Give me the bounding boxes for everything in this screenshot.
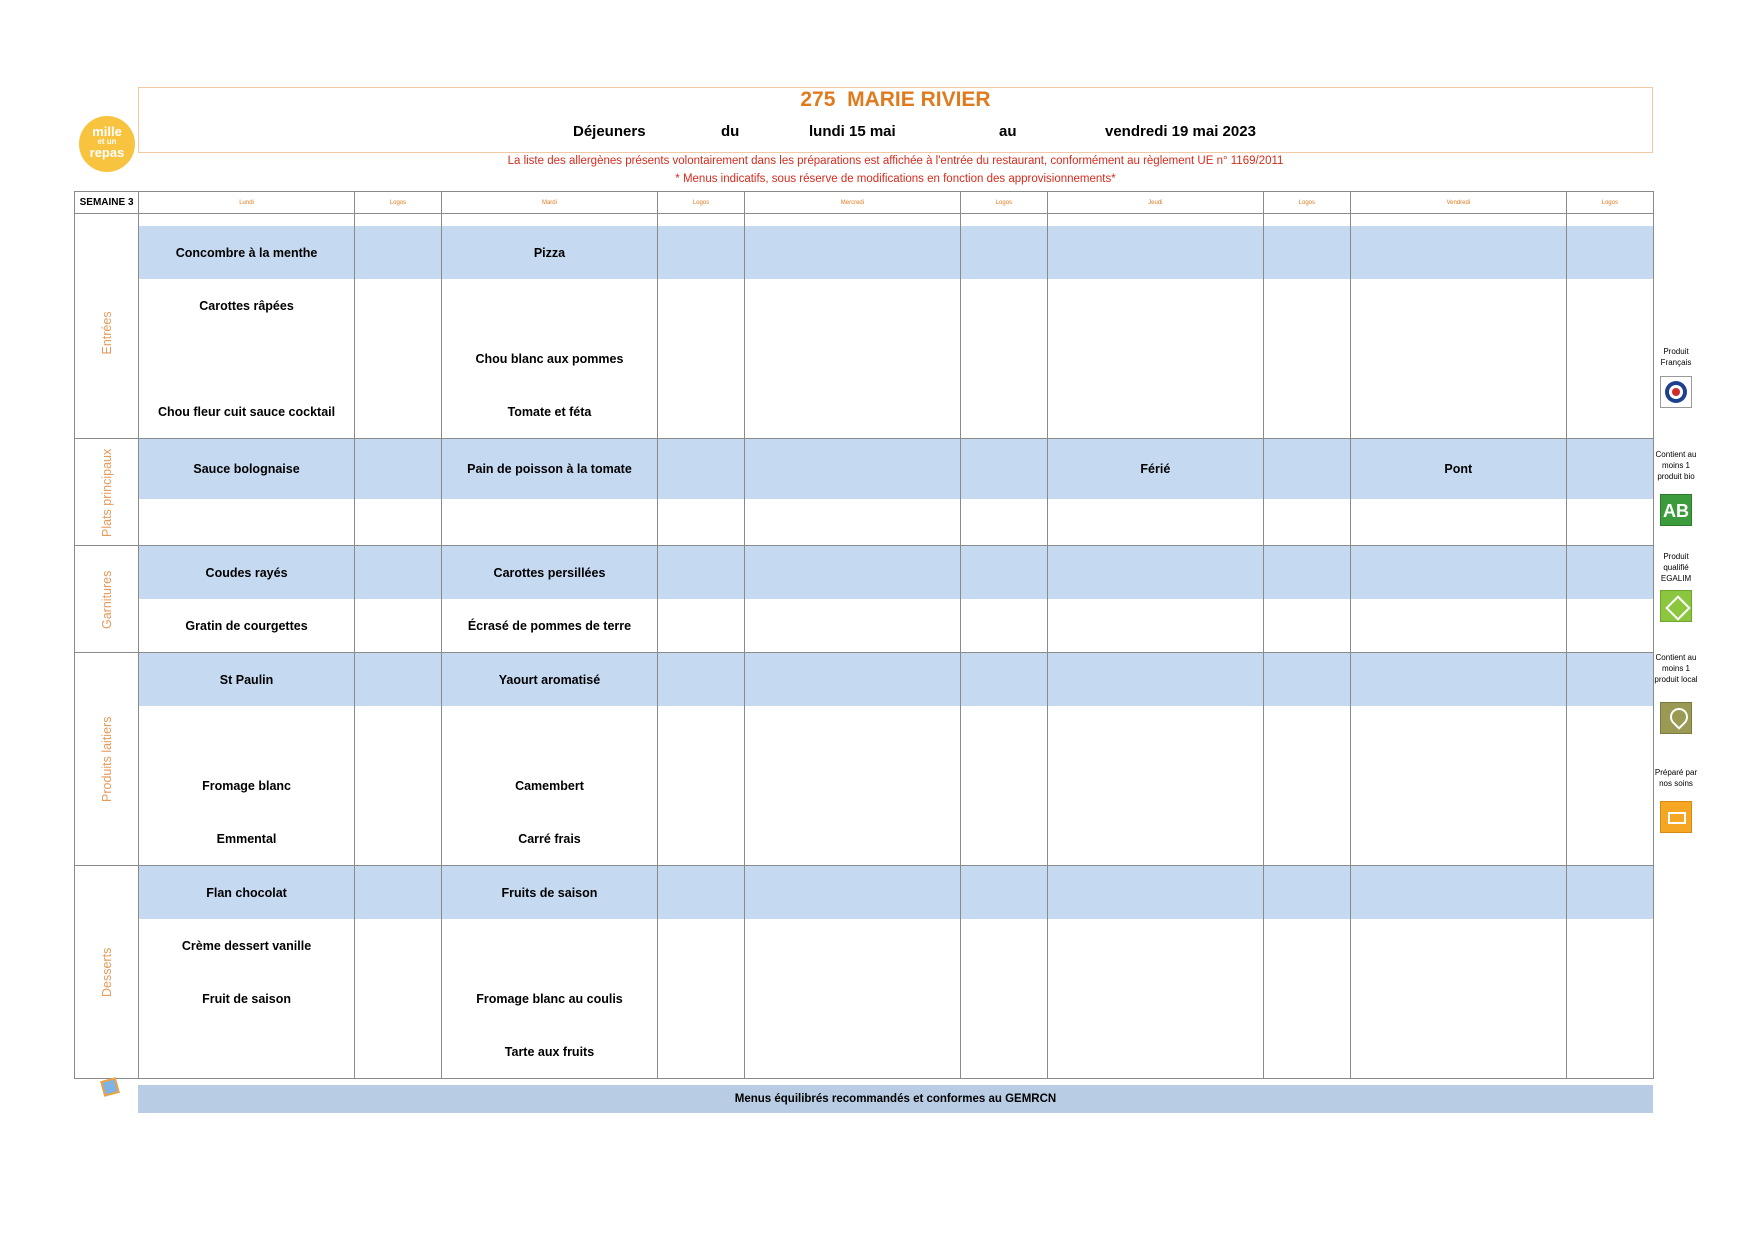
dish-cell: Pizza (442, 226, 658, 279)
logo-cell (354, 759, 441, 812)
dish-cell: Camembert (442, 759, 658, 812)
logo-cell (960, 546, 1047, 600)
dish-cell: Férié (1048, 439, 1264, 500)
category-label: Desserts (75, 866, 139, 1079)
logo-cell (960, 919, 1047, 972)
dish-cell: Flan chocolat (139, 866, 355, 920)
dish-cell (1048, 972, 1264, 1025)
dish-cell (745, 439, 961, 500)
dish-cell (1048, 812, 1264, 866)
dish-cell (139, 706, 355, 759)
dish-cell (1048, 546, 1264, 600)
dish-cell: Chou blanc aux pommes (442, 332, 658, 385)
dish-cell (1350, 546, 1566, 600)
from-date: lundi 15 mai (809, 123, 896, 140)
menu-row (75, 332, 1654, 385)
logos-header: Logos (1566, 192, 1653, 214)
logo-cell (1566, 439, 1653, 500)
logo-cell (657, 385, 744, 439)
logo-cell (960, 226, 1047, 279)
logo-cell (1263, 599, 1350, 653)
dish-cell (745, 653, 961, 707)
dish-cell (745, 546, 961, 600)
homemade-icon (1660, 801, 1692, 833)
logo-cell (657, 226, 744, 279)
logo-cell (1263, 226, 1350, 279)
logo-cell (657, 439, 744, 500)
spacer-cell (139, 214, 355, 227)
menu-row (75, 1025, 1654, 1079)
dish-cell: Tarte aux fruits (442, 1025, 658, 1079)
dish-cell: Emmental (139, 812, 355, 866)
dish-cell (1048, 332, 1264, 385)
spacer-cell (745, 214, 961, 227)
dish-cell (139, 1025, 355, 1079)
dish-cell: Sauce bolognaise (139, 439, 355, 500)
dish-cell (1048, 226, 1264, 279)
dish-cell (1350, 866, 1566, 920)
mille-et-un-repas-logo: mille et un repas (79, 116, 135, 172)
category-label: Garnitures (75, 546, 139, 653)
spacer-cell (442, 214, 658, 227)
logo-cell (1566, 599, 1653, 653)
header-row (75, 192, 1654, 214)
menu-row (75, 599, 1654, 653)
logo-cell (1566, 226, 1653, 279)
dish-cell (1350, 919, 1566, 972)
page-title: 275 MARIE RIVIER (800, 88, 991, 111)
logo-cell (960, 332, 1047, 385)
menu-row (75, 653, 1654, 707)
header-box (138, 87, 1653, 153)
logo-cell (1263, 279, 1350, 332)
allergen-notice: La liste des allergènes présents volontairement dans les préparations est affichée à l'entrée du restaurant, conformément au règlement UE n° 1169/2011 (507, 155, 1284, 167)
logo-cell (354, 226, 441, 279)
logo-cell (354, 546, 441, 600)
legend-label-egalim: Produit qualifié EGALIM (1660, 552, 1692, 583)
spacer-cell (657, 214, 744, 227)
dish-cell (1350, 759, 1566, 812)
legend-label-local: Contient au moins 1 produit local (1654, 653, 1698, 684)
logo-cell (657, 1025, 744, 1079)
logo-cell (960, 866, 1047, 920)
dish-cell (745, 919, 961, 972)
menu-row (75, 759, 1654, 812)
menu-row (75, 385, 1654, 439)
dish-cell (745, 226, 961, 279)
logo-cell (354, 599, 441, 653)
logo-cell (960, 812, 1047, 866)
logo-cell (657, 279, 744, 332)
dish-cell (1048, 706, 1264, 759)
logo-cell (1263, 812, 1350, 866)
logo-cell (960, 439, 1047, 500)
dish-cell: Pain de poisson à la tomate (442, 439, 658, 500)
logo-cell (1263, 919, 1350, 972)
to-word: au (999, 123, 1017, 140)
dish-cell: Carré frais (442, 812, 658, 866)
dish-cell (1350, 706, 1566, 759)
logos-header: Logos (1263, 192, 1350, 214)
logo-cell (960, 759, 1047, 812)
dish-cell: Fruits de saison (442, 866, 658, 920)
dish-cell (1048, 919, 1264, 972)
dish-cell (1048, 866, 1264, 920)
dish-cell: Concombre à la menthe (139, 226, 355, 279)
dish-cell (745, 1025, 961, 1079)
logo-cell (657, 866, 744, 920)
menu-row (75, 499, 1654, 546)
logo-cell (960, 1025, 1047, 1079)
spacer-cell (1263, 214, 1350, 227)
footer-banner: Menus équilibrés recommandés et conformes au GEMRCN (138, 1085, 1653, 1113)
dish-cell (1350, 972, 1566, 1025)
meal-label: Déjeuners (573, 123, 646, 140)
dish-cell: Fromage blanc au coulis (442, 972, 658, 1025)
dish-cell (1350, 1025, 1566, 1079)
spacer-cell (75, 214, 139, 227)
dish-cell (1048, 1025, 1264, 1079)
logo-cell (354, 866, 441, 920)
dish-cell (1350, 332, 1566, 385)
dish-cell (442, 919, 658, 972)
logo-cell (354, 279, 441, 332)
logo-cell (657, 972, 744, 1025)
spacer-cell (1350, 214, 1566, 227)
dish-cell (745, 279, 961, 332)
disclaimer-notice: * Menus indicatifs, sous réserve de modifications en fonction des approvisionnements* (675, 173, 1116, 185)
logo-cell (657, 499, 744, 546)
day-header: Vendredi (1350, 192, 1566, 214)
dish-cell (1350, 499, 1566, 546)
logo-cell (1566, 972, 1653, 1025)
logo-cell (1263, 385, 1350, 439)
dish-cell: Gratin de courgettes (139, 599, 355, 653)
dish-cell (745, 706, 961, 759)
dish-cell (745, 332, 961, 385)
menu-row (75, 972, 1654, 1025)
logo-cell (354, 499, 441, 546)
logo-cell (1566, 759, 1653, 812)
dish-cell (1048, 385, 1264, 439)
logo-cell (657, 759, 744, 812)
logo-cell (657, 653, 744, 707)
day-header: Mercredi (745, 192, 961, 214)
logo-cell (960, 706, 1047, 759)
dish-cell (1048, 653, 1264, 707)
logo-cell (1263, 759, 1350, 812)
dish-cell (1350, 385, 1566, 439)
logo-cell (1263, 653, 1350, 707)
dish-cell: Chou fleur cuit sauce cocktail (139, 385, 355, 439)
logo-cell (1566, 653, 1653, 707)
logo-cell (657, 812, 744, 866)
dish-cell: Carottes râpées (139, 279, 355, 332)
logo-cell (1263, 706, 1350, 759)
logo-cell (1566, 812, 1653, 866)
logo-cell (657, 599, 744, 653)
logo-cell (1566, 1025, 1653, 1079)
logos-header: Logos (960, 192, 1047, 214)
dish-cell: Fruit de saison (139, 972, 355, 1025)
logo-cell (657, 706, 744, 759)
category-label: Plats principaux (75, 439, 139, 546)
menu-row (75, 226, 1654, 279)
dish-cell (139, 332, 355, 385)
logo-cell (1566, 499, 1653, 546)
dish-cell: Fromage blanc (139, 759, 355, 812)
day-header: Jeudi (1048, 192, 1264, 214)
dish-cell (1350, 812, 1566, 866)
logos-header: Logos (657, 192, 744, 214)
logo-cell (1566, 385, 1653, 439)
dish-cell (745, 599, 961, 653)
logo-cell (1566, 866, 1653, 920)
dish-cell (442, 279, 658, 332)
logo-cell (354, 439, 441, 500)
logo-cell (657, 919, 744, 972)
spacer-cell (1048, 214, 1264, 227)
week-label: SEMAINE 3 (75, 192, 139, 214)
dish-cell (745, 972, 961, 1025)
from-word: du (721, 123, 740, 140)
dish-cell (745, 812, 961, 866)
logos-header: Logos (354, 192, 441, 214)
dish-cell (1048, 599, 1264, 653)
local-pin-icon (1660, 702, 1692, 734)
menu-table (74, 191, 1654, 1079)
organic-ab-icon: AB (1660, 494, 1692, 526)
dish-cell (1048, 499, 1264, 546)
logo-cell (960, 972, 1047, 1025)
legend-label-french: Produit Français (1660, 347, 1692, 367)
menu-row (75, 706, 1654, 759)
dish-cell (1048, 759, 1264, 812)
dish-cell: Coudes rayés (139, 546, 355, 600)
logo-cell (1263, 439, 1350, 500)
dish-cell (1350, 653, 1566, 707)
logo-cell (960, 599, 1047, 653)
dish-cell (1048, 279, 1264, 332)
logo-cell (1263, 499, 1350, 546)
logo-cell (1263, 1025, 1350, 1079)
logo-cell (657, 546, 744, 600)
menu-row (75, 546, 1654, 600)
dish-cell (1350, 226, 1566, 279)
to-date: vendredi 19 mai 2023 (1105, 123, 1256, 140)
dish-cell: Pont (1350, 439, 1566, 500)
spacer-cell (960, 214, 1047, 227)
logo-cell (1263, 972, 1350, 1025)
logo-cell (657, 332, 744, 385)
menu-row (75, 919, 1654, 972)
dish-cell (745, 866, 961, 920)
logo-cell (354, 653, 441, 707)
legend-label-bio: Contient au moins 1 produit bio (1655, 450, 1697, 481)
logo-cell (354, 972, 441, 1025)
dish-cell (745, 499, 961, 546)
dish-cell (1350, 279, 1566, 332)
logo-cell (1566, 279, 1653, 332)
menu-row (75, 866, 1654, 920)
legend-label-homemade: Préparé par nos soins (1654, 768, 1698, 788)
logo-cell (354, 385, 441, 439)
french-product-icon (1660, 376, 1692, 408)
dish-cell (139, 499, 355, 546)
dish-cell (745, 759, 961, 812)
logo-cell (1566, 919, 1653, 972)
logo-cell (354, 1025, 441, 1079)
logo-cell (1263, 546, 1350, 600)
dish-cell (442, 499, 658, 546)
dish-cell: Crème dessert vanille (139, 919, 355, 972)
dish-cell (442, 706, 658, 759)
day-header: Lundi (139, 192, 355, 214)
logo-cell (1263, 332, 1350, 385)
logo-cell (960, 385, 1047, 439)
dish-cell (1350, 599, 1566, 653)
day-header: Mardi (442, 192, 658, 214)
spacer-cell (1566, 214, 1653, 227)
menu-row (75, 279, 1654, 332)
category-label: Entrées (75, 226, 139, 439)
dish-cell (745, 385, 961, 439)
dish-cell: St Paulin (139, 653, 355, 707)
logo-cell (960, 499, 1047, 546)
dish-cell: Carottes persillées (442, 546, 658, 600)
egalim-icon (1660, 590, 1692, 622)
gemrcn-icon (100, 1077, 120, 1097)
logo-cell (354, 812, 441, 866)
logo-cell (354, 919, 441, 972)
dish-cell: Écrasé de pommes de terre (442, 599, 658, 653)
dish-cell: Yaourt aromatisé (442, 653, 658, 707)
logo-cell (1263, 866, 1350, 920)
logo-cell (960, 653, 1047, 707)
spacer-row (75, 214, 1654, 227)
spacer-cell (354, 214, 441, 227)
logo-cell (960, 279, 1047, 332)
menu-row (75, 439, 1654, 500)
logo-cell (1566, 332, 1653, 385)
menu-grid (74, 191, 1654, 1079)
logo-cell (354, 332, 441, 385)
menu-row (75, 812, 1654, 866)
logo-cell (354, 706, 441, 759)
logo-cell (1566, 706, 1653, 759)
category-label: Produits laitiers (75, 653, 139, 866)
logo-cell (1566, 546, 1653, 600)
dish-cell: Tomate et féta (442, 385, 658, 439)
